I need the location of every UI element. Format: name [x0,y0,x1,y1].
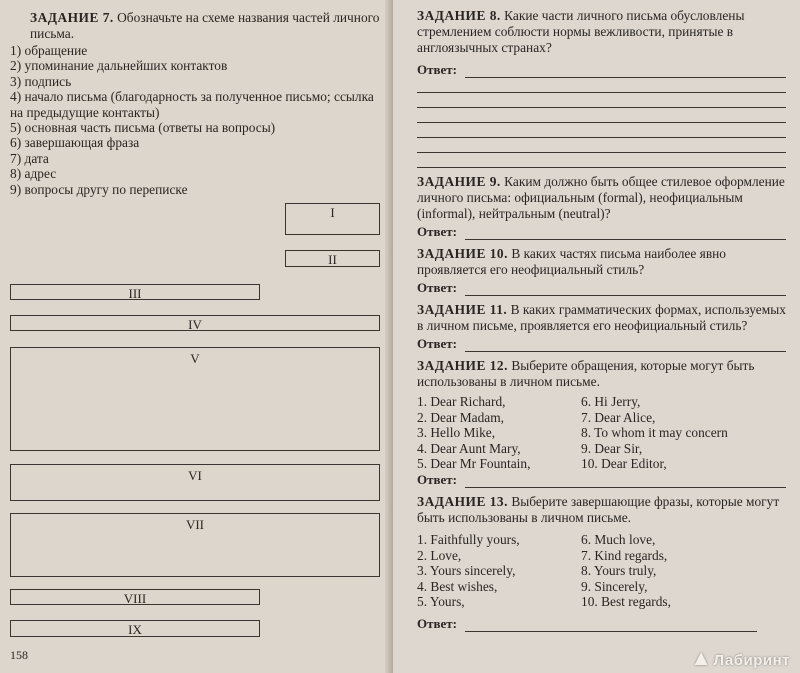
task-11-text: В каких грамматических формах, используемых в личном письме, проявляется его неофициальный стиль? [417,302,786,333]
task-12-text: Выберите обращения, которые могут быть использованы в личном письме. [417,358,755,389]
task-12 [417,358,786,390]
task-7 [10,10,387,42]
answer-line[interactable] [417,123,786,138]
scheme-box-v: V [10,347,380,451]
list-item: 7. Dear Alice, [581,409,656,425]
list-item: 1. Dear Richard, [417,394,506,409]
scheme-box-i: I [285,203,380,235]
task-12-answer[interactable] [417,472,786,488]
labirint-logo-icon: ▲ [690,645,713,670]
answer-line[interactable] [465,477,786,488]
task-11-label: ЗАДАНИЕ 11. [417,302,508,317]
task-8-answer[interactable] [417,62,786,78]
list-item: 10. Dear Editor, [581,456,667,472]
answer-line[interactable] [465,341,786,352]
task-9-label: ЗАДАНИЕ 9. [417,174,501,189]
task-7-text: Обозначьте на схеме названия частей личного письма. [30,10,380,41]
list-item: 2. Love, [417,547,462,563]
answer-label: Ответ: [417,62,458,77]
answer-line[interactable] [465,285,786,296]
list-item: 6. Much love, [581,531,656,547]
answer-line[interactable] [417,153,786,168]
answer-line[interactable] [465,621,757,632]
scheme-box-vi: VI [10,464,380,501]
answer-line[interactable] [417,108,786,123]
right-page [393,0,800,673]
list-item: 7) дата [10,150,49,166]
task-13-answer[interactable] [417,616,757,632]
answer-line[interactable] [465,67,786,78]
task-8-label: ЗАДАНИЕ 8. [417,8,501,23]
list-item: 8. Yours truly, [581,563,657,579]
list-item: 2. Dear Madam, [417,409,505,425]
list-item: 3. Hello Mike, [417,425,496,441]
task-10-text: В каких частях письма наиболее явно проявляется его неофициальный стиль? [417,246,727,277]
answer-label: Ответ: [417,224,458,239]
task-9-text: Каким должно быть общее стилевое оформление личного письма: официальным (formal), неофициальным (informal), нейтральным (neutral)? [417,174,785,221]
answer-line[interactable] [465,229,786,240]
task-8 [417,8,786,56]
list-item: 5) основная часть письма (ответы на вопросы) [10,120,276,136]
answer-line[interactable] [417,93,786,108]
scheme-box-vii: VII [10,513,380,577]
list-item: 4. Dear Aunt Mary, [417,440,521,456]
task-13-label: ЗАДАНИЕ 13. [417,493,508,509]
scheme-box-iv: IV [10,315,380,331]
scheme-box-ix: IX [10,620,260,637]
task-9 [417,174,786,222]
list-item: 6. Hi Jerry, [581,394,641,409]
list-item: 8. To whom it may concern [581,425,728,441]
list-item: 1) обращение [10,43,88,58]
answer-line[interactable] [417,78,786,93]
list-item: 8) адрес [10,166,57,182]
answer-label: Ответ: [417,615,458,631]
scheme-box-iii: III [10,284,260,300]
task-11-answer[interactable] [417,336,786,352]
list-item: 6) завершающая фраза [10,135,140,151]
list-item: 5. Yours, [417,594,465,610]
list-item: 9) вопросы другу по переписке [10,181,188,197]
list-item: 3) подпись [10,73,72,89]
task-13-text: Выберите завершающие фразы, которые могут быть использованы в личном письме. [417,493,780,525]
list-item: 3. Yours sincerely, [417,563,516,579]
task-10 [417,246,786,278]
page-number: 158 [10,648,28,662]
task-12-options [417,394,786,472]
task-13-options [417,532,786,610]
labirint-logo: ▲Лабиринт [690,645,790,670]
task-9-answer[interactable] [417,224,786,240]
answer-label: Ответ: [417,471,458,487]
task-10-answer[interactable] [417,280,786,296]
list-item: 10. Best regards, [581,594,671,610]
list-item: 4) начало письма (благодарность за полученное письмо; ссылка на предыдущие контакты) [10,89,374,120]
answer-label: Ответ: [417,280,458,295]
answer-line[interactable] [417,138,786,153]
list-item: 1. Faithfully yours, [417,531,520,547]
list-item: 9. Sincerely, [581,578,648,594]
task-8-text: Какие части личного письма обусловлены стремлением соблюсти нормы вежливости, принятые в англоязычных странах? [417,8,745,55]
task-10-label: ЗАДАНИЕ 10. [417,246,508,261]
list-item: 7. Kind regards, [581,547,668,563]
letter-parts-list [10,43,387,197]
scheme-box-viii: VIII [10,589,260,605]
task-11 [417,302,786,334]
task-12-label: ЗАДАНИЕ 12. [417,358,508,373]
answer-label: Ответ: [417,336,458,351]
left-page [0,0,393,673]
scheme-box-ii: II [285,250,380,267]
list-item: 5. Dear Mr Fountain, [417,456,531,472]
task-13 [417,494,786,526]
list-item: 4. Best wishes, [417,578,498,594]
list-item: 9. Dear Sir, [581,440,643,456]
task-7-label: ЗАДАНИЕ 7. [30,10,114,25]
list-item: 2) упоминание дальнейших контактов [10,58,228,74]
